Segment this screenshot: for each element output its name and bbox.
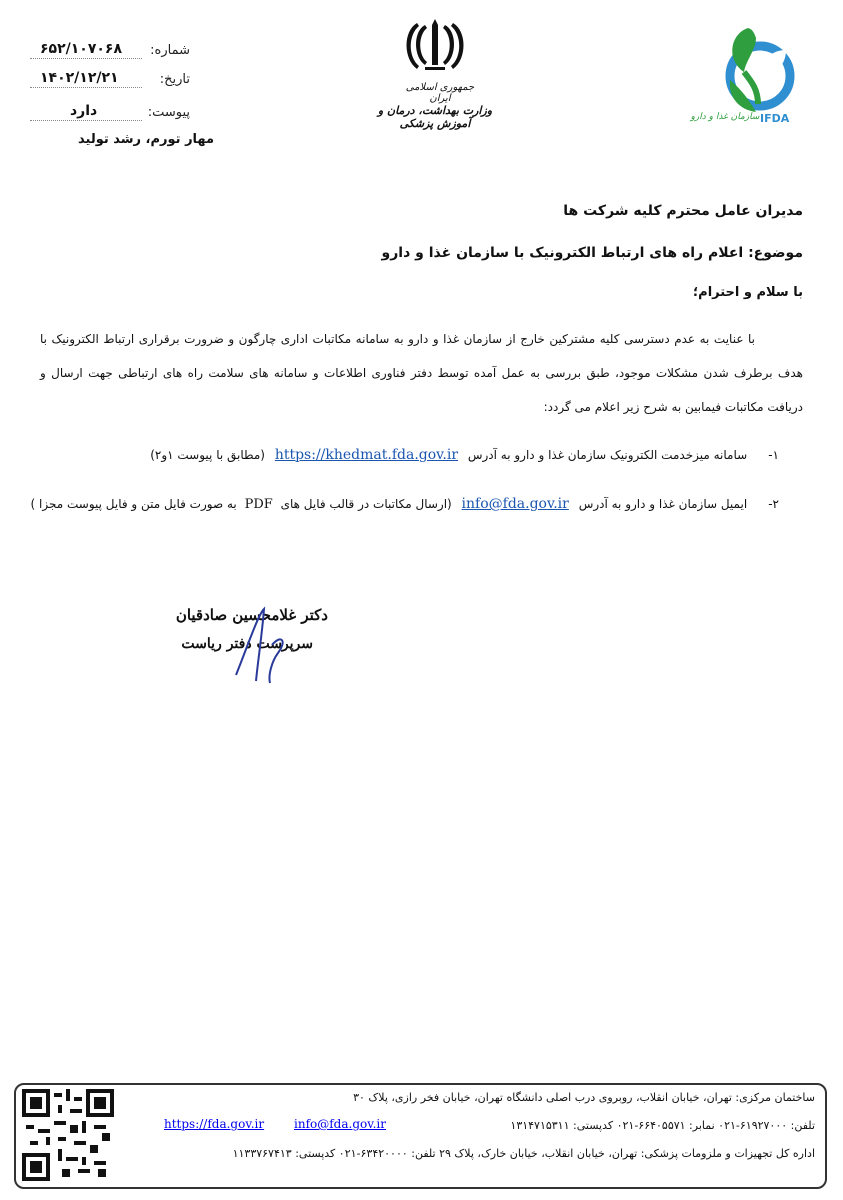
logo-abbreviation: IFDA <box>760 112 790 125</box>
footer-equipment-office: اداره کل تجهیزات و ملزومات پزشکی: تهران، خیابان انقلاب، خیابان خارک، پلاک ۲۹ تلفن: ۶۳۴۲۰۰۰۰-۰۲۱ کدپستی: ۱۱۳۳۷۶۷۴۱۳ <box>232 1147 815 1160</box>
footer-address: ساختمان مرکزی: تهران، خیابان انقلاب، روبروی درب اصلی دانشگاه تهران، خیابان فخر رازی، پلاک ۳۰ <box>353 1091 815 1104</box>
signatory-name: دکتر غلامحسین صادقیان <box>175 606 328 624</box>
footer-email-link[interactable]: info@fda.gov.ir <box>294 1117 386 1131</box>
list-item-note: (ارسال مکاتبات در قالب فایل های <box>280 497 452 511</box>
logo-caption: سازمان غذا و دارو <box>690 112 760 122</box>
letter-attachment-row <box>30 105 190 127</box>
signature-scribble-icon <box>228 605 298 685</box>
letter-greeting: با سلام و احترام؛ <box>692 285 803 300</box>
ifda-logo-icon <box>700 20 810 120</box>
stamp-slogan: مهار تورم، رشد تولید <box>78 132 215 147</box>
letter-number-label: شماره: <box>150 43 190 58</box>
khedmat-link[interactable]: https://khedmat.fda.gov.ir <box>274 447 459 463</box>
list-item <box>31 496 779 512</box>
list-item <box>150 447 779 463</box>
pdf-label: PDF <box>244 497 273 512</box>
letter-date-value: ۱۴۰۲/۱۲/۲۱ <box>40 70 119 86</box>
iran-emblem-icon <box>395 15 475 75</box>
list-item-number: ۲- <box>768 497 779 511</box>
dotted-line <box>30 58 142 59</box>
list-item-number: ۱- <box>768 448 779 462</box>
list-item-note: (مطابق با پیوست ۱و۲) <box>150 448 265 462</box>
list-item-note: به صورت فایل متن و فایل پیوست مجزا ) <box>30 497 237 511</box>
ministry-caption: وزارت بهداشت، درمان و آموزش پزشکی <box>377 104 493 130</box>
dotted-line <box>30 120 142 121</box>
letter-paragraph <box>40 322 803 424</box>
signatory-title: سرپرست دفتر ریاست <box>181 636 313 652</box>
republic-caption: جمهوری اسلامی ایران <box>405 82 475 104</box>
list-item-text: سامانه میزخدمت الکترونیک سازمان غذا و دارو به آدرس <box>467 448 748 462</box>
list-item-text: ایمیل سازمان غذا و دارو به آدرس <box>578 497 748 511</box>
footer-website-link[interactable]: https://fda.gov.ir <box>164 1117 265 1131</box>
letter-number-row <box>30 43 190 65</box>
email-link[interactable]: info@fda.gov.ir <box>461 496 569 512</box>
qr-code-icon <box>22 1089 114 1181</box>
letter-date-label: تاریخ: <box>159 72 190 87</box>
letter-number-value: ۶۵۲/۱۰۷۰۶۸ <box>40 41 123 57</box>
letter-paragraph-text: با عنایت به عدم دسترسی کلیه مشترکین خارج از سازمان غذا و دارو به سامانه مکاتبات اداری چارگون و ضرورت برقراری ارتباط الکترونیک با هدف برطرف شدن مشکلات موجود، طبق بررسی به عمل آمده توسط دفتر فناوری اطلاعات و سامانه های سلامت راه های ارتباطی جهت ارسال و دریافت مکاتبات فیمابین به شرح زیر اعلام می گردد: <box>40 332 803 414</box>
letter-attachment-label: پیوست: <box>147 105 190 120</box>
dotted-line <box>30 87 142 88</box>
footer-box <box>14 1083 827 1189</box>
letter-attachment-value: دارد <box>70 103 98 119</box>
footer-contact: تلفن: ۶۱۹۲۷۰۰۰-۰۲۱ نمابر: ۶۶۴۰۵۵۷۱-۰۲۱ کدپستی: ۱۳۱۴۷۱۵۳۱۱ <box>510 1119 815 1132</box>
letter-recipient: مدیران عامل محترم کلیه شرکت ها <box>563 203 803 219</box>
letter-subject: موضوع: اعلام راه های ارتباط الکترونیک با سازمان غذا و دارو <box>381 245 803 261</box>
letter-date-row <box>30 72 190 94</box>
